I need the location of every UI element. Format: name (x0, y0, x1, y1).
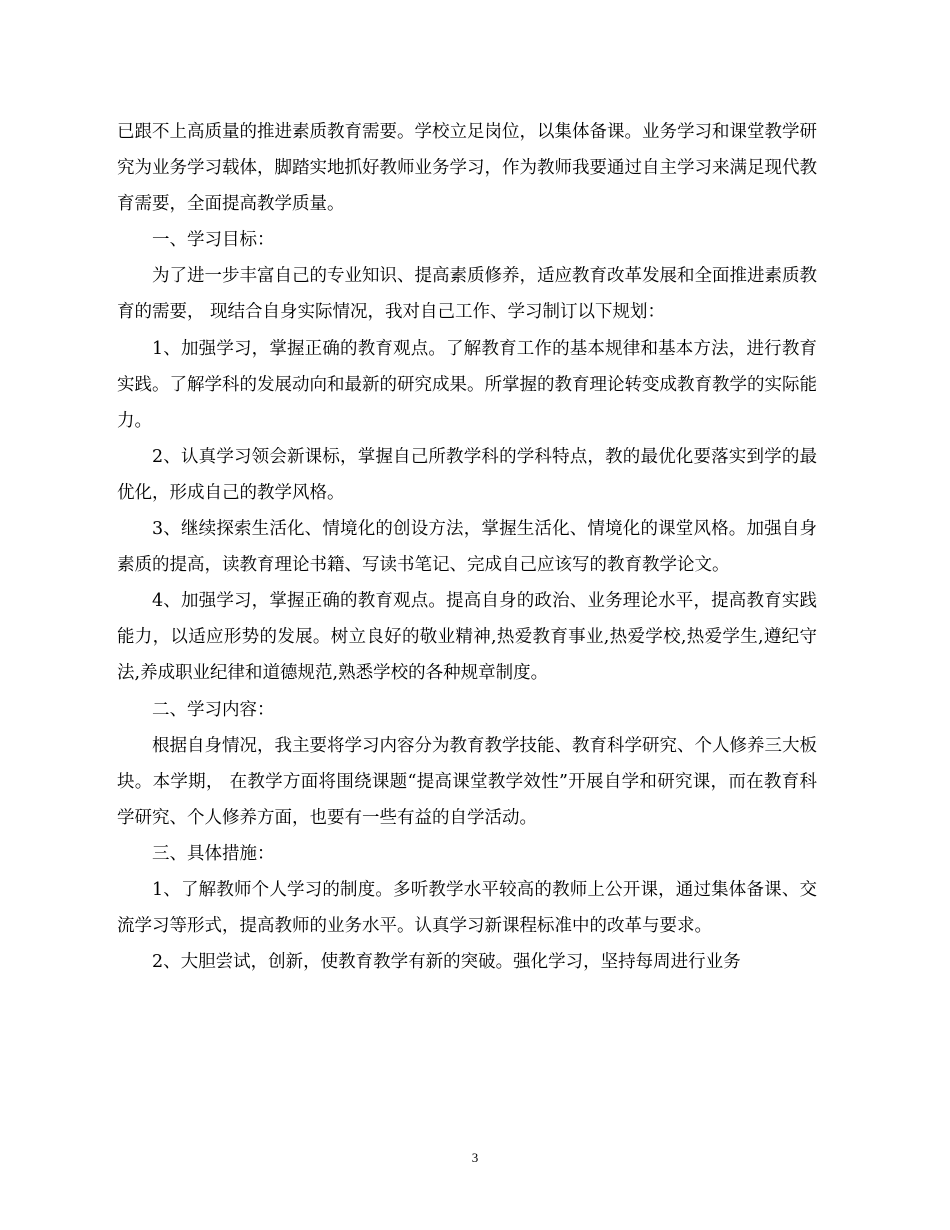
page-number: 3 (471, 1150, 479, 1165)
paragraph: 为了进一步丰富自己的专业知识、提高素质修养，适应教育改革发展和全面推进素质教育的需要， 现结合自身实际情况，我对自己工作、学习制订以下规划： (117, 266, 817, 323)
document-body (117, 114, 817, 980)
list-item: 4、加强学习，掌握正确的教育观点。提高自身的政治、业务理论水平，提高教育实践能力，以适应形势的发展。树立良好的敬业精神,热爱教育事业,热爱学校,热爱学生,遵纪守法,养成职业纪律和道德规范,熟悉学校的各种规章制度。 (117, 591, 817, 684)
list-item: 2、认真学习领会新课标，掌握自己所教学科的学科特点，教的最优化要落实到学的最优化，形成自己的教学风格。 (117, 446, 817, 503)
section-heading-measures: 三、具体措施： (152, 843, 275, 864)
list-item: 3、继续探索生活化、情境化的创设方法，掌握生活化、情境化的课堂风格。加强自身素质的提高，读教育理论书籍、写读书笔记、完成自己应该写的教育教学论文。 (117, 519, 817, 576)
paragraph: 已跟不上高质量的推进素质教育需要。学校立足岗位，以集体备课。业务学习和课堂教学研究为业务学习载体，脚踏实地抓好教师业务学习，作为教师我要通过自主学习来满足现代教育需要，全面提高教学质量。 (117, 122, 817, 215)
list-item: 1、加强学习，掌握正确的教育观点。了解教育工作的基本规律和基本方法，进行教育实践。了解学科的发展动向和最新的研究成果。所掌握的教育理论转变成教育教学的实际能力。 (117, 338, 817, 431)
list-item: 1、了解教师个人学习的制度。多听教学水平较高的教师上公开课，通过集体备课、交流学习等形式，提高教师的业务水平。认真学习新课程标准中的改革与要求。 (117, 879, 817, 937)
section-heading-content: 二、学习内容： (152, 699, 275, 720)
paragraph: 根据自身情况，我主要将学习内容分为教育教学技能、教育科学研究、个人修养三大板块。本学期， 在教学方面将围绕课题“提高课堂教学效性”开展自学和研究课，而在教育科学研究、个人修养方面，也要有一些有益的自学活动。 (117, 735, 817, 828)
list-item: 2、大胆尝试，创新，使教育教学有新的突破。强化学习，坚持每周进行业务 (152, 952, 741, 973)
section-heading-goals: 一、学习目标： (152, 230, 275, 251)
